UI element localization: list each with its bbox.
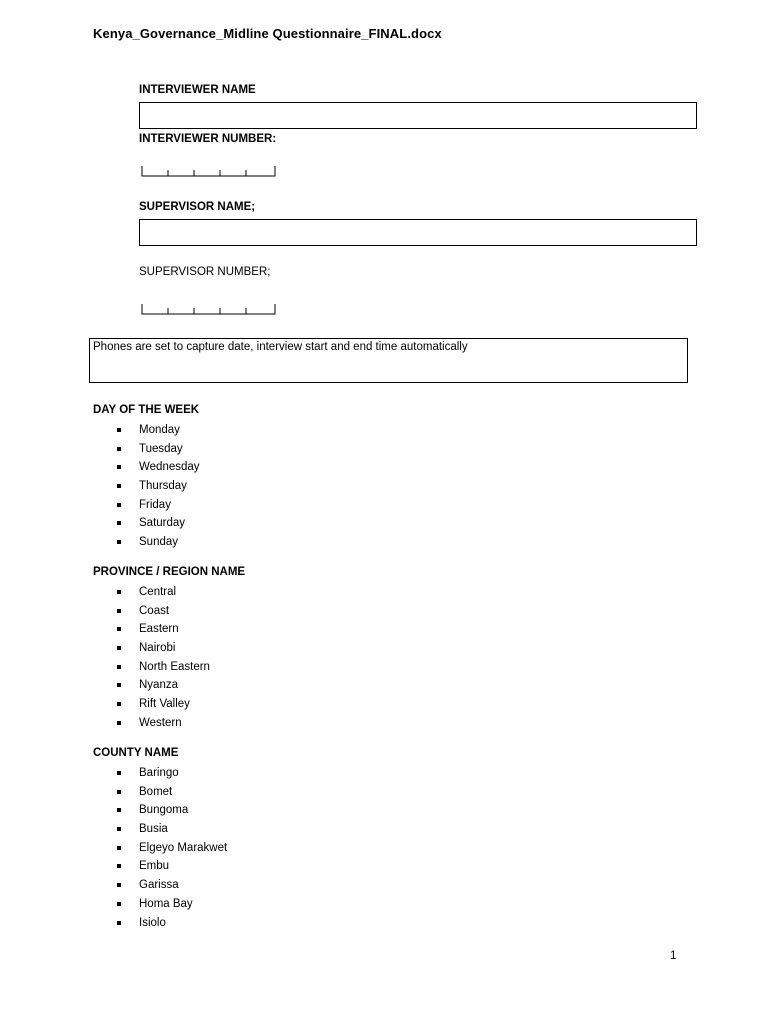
option-label: Nairobi — [139, 642, 176, 655]
option-label: Wednesday — [139, 461, 200, 474]
bullet-icon — [117, 827, 121, 831]
option-label: Friday — [139, 498, 171, 511]
day-of-week-title: DAY OF THE WEEK — [93, 404, 200, 416]
option-label: Nyanza — [139, 679, 178, 692]
option-label: Isiolo — [139, 916, 166, 929]
option-label: Tuesday — [139, 442, 183, 455]
bullet-icon — [117, 864, 121, 868]
option-label: Thursday — [139, 480, 187, 493]
option-label: Saturday — [139, 517, 186, 530]
bullet-icon — [117, 484, 121, 488]
bullet-icon — [117, 702, 121, 706]
bullet-icon — [117, 447, 121, 451]
bullet-icon — [117, 590, 121, 594]
interviewer-number-label: INTERVIEWER NUMBER: — [139, 133, 277, 145]
auto-capture-note — [89, 338, 688, 383]
bullet-icon — [117, 808, 121, 812]
option-label: Western — [139, 716, 182, 729]
bullet-icon — [117, 465, 121, 469]
province-region-title: PROVINCE / REGION NAME — [93, 566, 246, 578]
auto-capture-note-text: Phones are set to capture date, interview start and end time automatically — [93, 341, 468, 353]
bullet-icon — [117, 683, 121, 687]
option-label: Coast — [139, 604, 170, 617]
bullet-icon — [117, 627, 121, 631]
interviewer-name-field[interactable] — [139, 102, 697, 129]
option-label: Bomet — [139, 785, 173, 798]
option-label: Sunday — [139, 536, 179, 549]
bullet-icon — [117, 503, 121, 507]
supervisor-number-boxes[interactable] — [141, 304, 277, 314]
bullet-icon — [117, 540, 121, 544]
option-label: Garissa — [139, 879, 179, 892]
page-number: 1 — [670, 950, 677, 962]
option-label: North Eastern — [139, 660, 210, 673]
interviewer-name-label: INTERVIEWER NAME — [139, 84, 256, 96]
bullet-icon — [117, 721, 121, 725]
bullet-icon — [117, 771, 121, 775]
bullet-icon — [117, 521, 121, 525]
bullet-icon — [117, 902, 121, 906]
supervisor-name-label: SUPERVISOR NAME; — [139, 201, 256, 213]
interviewer-number-boxes[interactable] — [141, 166, 277, 176]
bullet-icon — [117, 428, 121, 432]
bullet-icon — [117, 790, 121, 794]
option-label: Homa Bay — [139, 897, 193, 910]
bullet-icon — [117, 883, 121, 887]
bullet-icon — [117, 921, 121, 925]
supervisor-number-label: SUPERVISOR NUMBER; — [139, 266, 271, 278]
bullet-icon — [117, 665, 121, 669]
option-label: Rift Valley — [139, 698, 190, 711]
document-header: Kenya_Governance_Midline Questionnaire_FINAL.docx — [93, 26, 442, 41]
bullet-icon — [117, 646, 121, 650]
option-label: Eastern — [139, 623, 179, 636]
option-label: Baringo — [139, 767, 179, 779]
county-name-title: COUNTY NAME — [93, 747, 179, 759]
option-label: Embu — [139, 860, 170, 873]
bullet-icon — [117, 846, 121, 850]
bullet-icon — [117, 609, 121, 613]
option-label: Elgeyo Marakwet — [139, 841, 228, 854]
option-label: Monday — [139, 424, 180, 436]
option-label: Central — [139, 586, 177, 598]
supervisor-name-field[interactable] — [139, 219, 697, 246]
option-label: Busia — [139, 823, 168, 836]
option-label: Bungoma — [139, 804, 189, 817]
